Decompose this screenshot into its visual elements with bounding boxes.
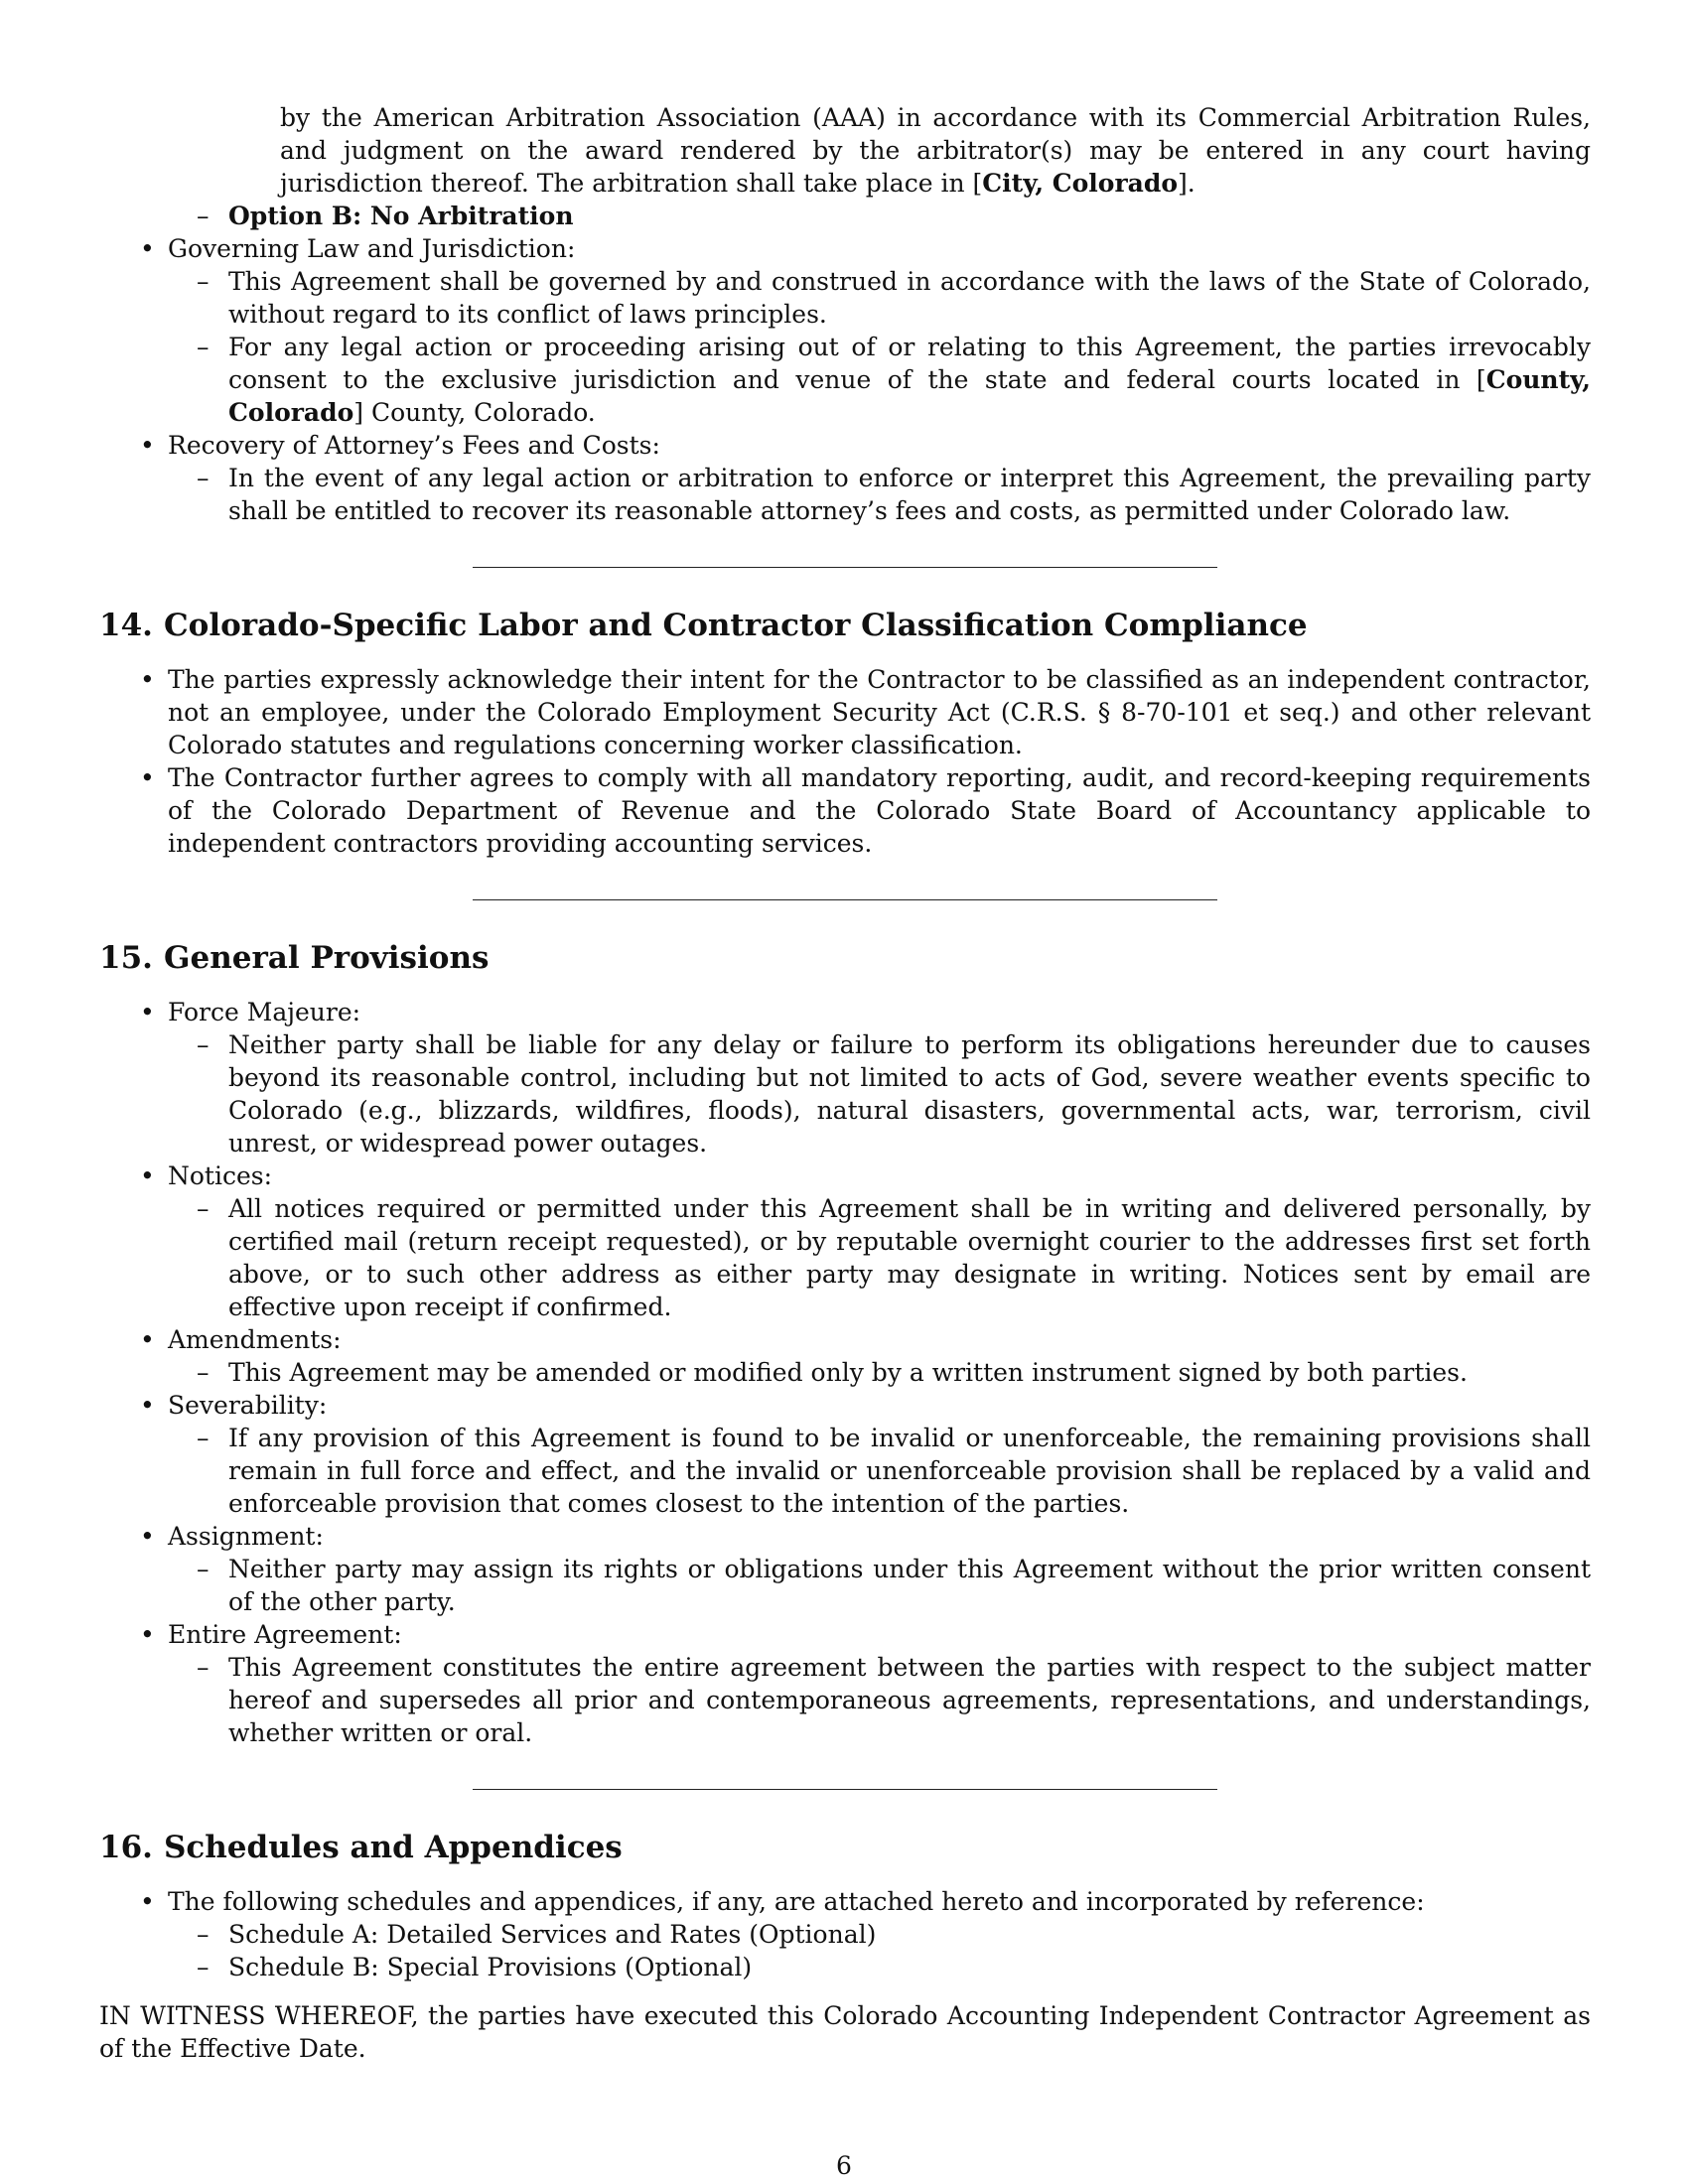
dash-icon: – xyxy=(197,1653,210,1682)
bullet-icon: • xyxy=(140,665,155,694)
dash-icon: – xyxy=(197,202,210,230)
list-item xyxy=(99,1389,1591,1520)
provision-label: Assignment: xyxy=(168,1522,324,1551)
provision-sublist xyxy=(168,1192,1591,1323)
bullet-icon: • xyxy=(140,1887,155,1916)
dash-icon: – xyxy=(197,333,210,361)
county-placeholder: County, Colorado xyxy=(228,365,1591,427)
list-item: – Schedule B: Special Provisions (Optional) xyxy=(197,1953,753,1981)
bullet-icon: • xyxy=(140,1391,155,1420)
provision-sublist xyxy=(168,1028,1591,1160)
bullet-icon: • xyxy=(140,431,155,460)
list-item xyxy=(99,996,1591,1160)
list-item xyxy=(99,1323,1591,1389)
bullet-icon: • xyxy=(140,1620,155,1649)
governing-law-sublist xyxy=(168,265,1591,429)
provision-label: Entire Agreement: xyxy=(168,1620,402,1649)
dispute-list xyxy=(99,232,1591,527)
list-item: – This Agreement may be amended or modified only by a written instrument signed by both parties. xyxy=(197,1358,1468,1387)
governing-law-label: Governing Law and Jurisdiction: xyxy=(168,234,576,263)
provision-sublist xyxy=(168,1651,1591,1749)
list-item: – Neither party may assign its rights or obligations under this Agreement without the prior written consent of the other party. xyxy=(197,1555,1591,1616)
provision-sublist xyxy=(168,1356,1591,1389)
dash-icon: – xyxy=(197,267,210,296)
section-divider xyxy=(473,899,1217,900)
list-item xyxy=(99,1618,1591,1749)
provision-label: Severability: xyxy=(168,1391,328,1420)
section-heading-16: 16. Schedules and Appendices xyxy=(99,1830,623,1865)
list-item: – For any legal action or proceeding arising out of or relating to this Agreement, the parties irrevocably consent to the exclusive jurisdiction and venue of the state and federal courts located in [County, Colorado] County, Colorado. xyxy=(197,333,1591,427)
option-b-label: Option B: No Arbitration xyxy=(228,202,574,230)
bullet-icon: • xyxy=(140,998,155,1026)
provision-label: Notices: xyxy=(168,1161,273,1190)
bullet-icon: • xyxy=(140,234,155,263)
dash-icon: – xyxy=(197,1424,210,1452)
page-content xyxy=(99,101,1591,2065)
section-divider xyxy=(473,567,1217,568)
bullet-icon: • xyxy=(140,1325,155,1354)
section-16-list xyxy=(99,1885,1591,1983)
list-item: – Schedule A: Detailed Services and Rates (Optional) xyxy=(197,1920,877,1949)
dash-icon: – xyxy=(197,1358,210,1387)
provision-label: Force Majeure: xyxy=(168,998,361,1026)
provision-label: Amendments: xyxy=(168,1325,342,1354)
provision-sublist xyxy=(168,1422,1591,1520)
list-item xyxy=(99,429,1591,527)
arbitration-continuation xyxy=(99,101,1591,200)
list-item xyxy=(99,232,1591,429)
list-item: – In the event of any legal action or arbitration to enforce or interpret this Agreement, the prevailing party shall be entitled to recover its reasonable attorney’s fees and costs, as permitted under Colorado law. xyxy=(197,464,1591,525)
section-14-list xyxy=(99,663,1591,860)
dash-icon: – xyxy=(197,1194,210,1223)
dash-icon: – xyxy=(197,1030,210,1059)
list-item: – This Agreement constitutes the entire agreement between the parties with respect to the subject matter hereof and supersedes all prior and contemporaneous agreements, representations, and understandings, whether written or oral. xyxy=(197,1653,1591,1747)
list-item xyxy=(168,200,1591,232)
fees-label: Recovery of Attorney’s Fees and Costs: xyxy=(168,431,660,460)
list-item: • The parties expressly acknowledge their intent for the Contractor to be classified as an independent contractor, not an employee, under the Colorado Employment Security Act (C.R.S. § 8-70-101 et seq.) and other relevant Colorado statutes and regulations concerning worker classification. xyxy=(140,665,1591,759)
page-number: 6 xyxy=(836,2151,852,2180)
arbitration-paragraph: by the American Arbitration Association (AAA) in accordance with its Commercial Arbitration Rules, and judgment on the award rendered by the arbitrator(s) may be entered in any court having jurisdiction thereof. The arbitration shall take place in [City, Colorado]. xyxy=(280,103,1591,198)
list-item: – If any provision of this Agreement is found to be invalid or unenforceable, the remaining provisions shall remain in full force and effect, and the invalid or unenforceable provision shall be replaced by a valid and enforceable provision that comes closest to the intention of the parties. xyxy=(197,1424,1591,1518)
list-item: – This Agreement shall be governed by and construed in accordance with the laws of the State of Colorado, without regard to its conflict of laws principles. xyxy=(197,267,1591,329)
arbitration-city-placeholder: City, Colorado xyxy=(982,169,1179,198)
list-item: • The Contractor further agrees to comply with all mandatory reporting, audit, and record-keeping requirements of the Colorado Department of Revenue and the Colorado State Board of Accountancy applicable to independent contractors providing accounting services. xyxy=(140,763,1591,858)
dash-icon: – xyxy=(197,464,210,492)
dash-icon: – xyxy=(197,1953,210,1981)
section-heading-14: 14. Colorado-Specific Labor and Contractor Classification Compliance xyxy=(99,608,1308,643)
fees-sublist xyxy=(168,462,1591,527)
bullet-icon: • xyxy=(140,763,155,792)
list-item: • The following schedules and appendices, if any, are attached hereto and incorporated by reference: – Schedule A: Detailed Services and Rates (Optional) – Schedule B: Special Provisions (Optional) xyxy=(99,1885,1591,1983)
section-15-list xyxy=(99,996,1591,1749)
dash-icon: – xyxy=(197,1920,210,1949)
list-item: – All notices required or permitted under this Agreement shall be in writing and delivered personally, by certified mail (return receipt requested), or by reputable overnight courier to the addresses first set forth above, or to such other address as either party may designate in writing. Notices sent by email are effective upon receipt if confirmed. xyxy=(197,1194,1591,1321)
provision-sublist xyxy=(168,1553,1591,1618)
list-item xyxy=(99,1520,1591,1618)
list-item xyxy=(99,1160,1591,1323)
section-divider xyxy=(473,1789,1217,1790)
arbitration-options-list xyxy=(99,200,1591,232)
witness-paragraph: IN WITNESS WHEREOF, the parties have executed this Colorado Accounting Independent Contractor Agreement as of the Effective Date. xyxy=(99,2001,1591,2063)
dash-icon: – xyxy=(197,1555,210,1583)
bullet-icon: • xyxy=(140,1522,155,1551)
schedules-sublist xyxy=(168,1918,1591,1983)
bullet-icon: • xyxy=(140,1161,155,1190)
list-item: – Neither party shall be liable for any delay or failure to perform its obligations hereunder due to causes beyond its reasonable control, including but not limited to acts of God, severe weather events specific to Colorado (e.g., blizzards, wildfires, floods), natural disasters, governmental acts, war, terrorism, civil unrest, or widespread power outages. xyxy=(197,1030,1591,1158)
section-heading-15: 15. General Provisions xyxy=(99,940,490,976)
